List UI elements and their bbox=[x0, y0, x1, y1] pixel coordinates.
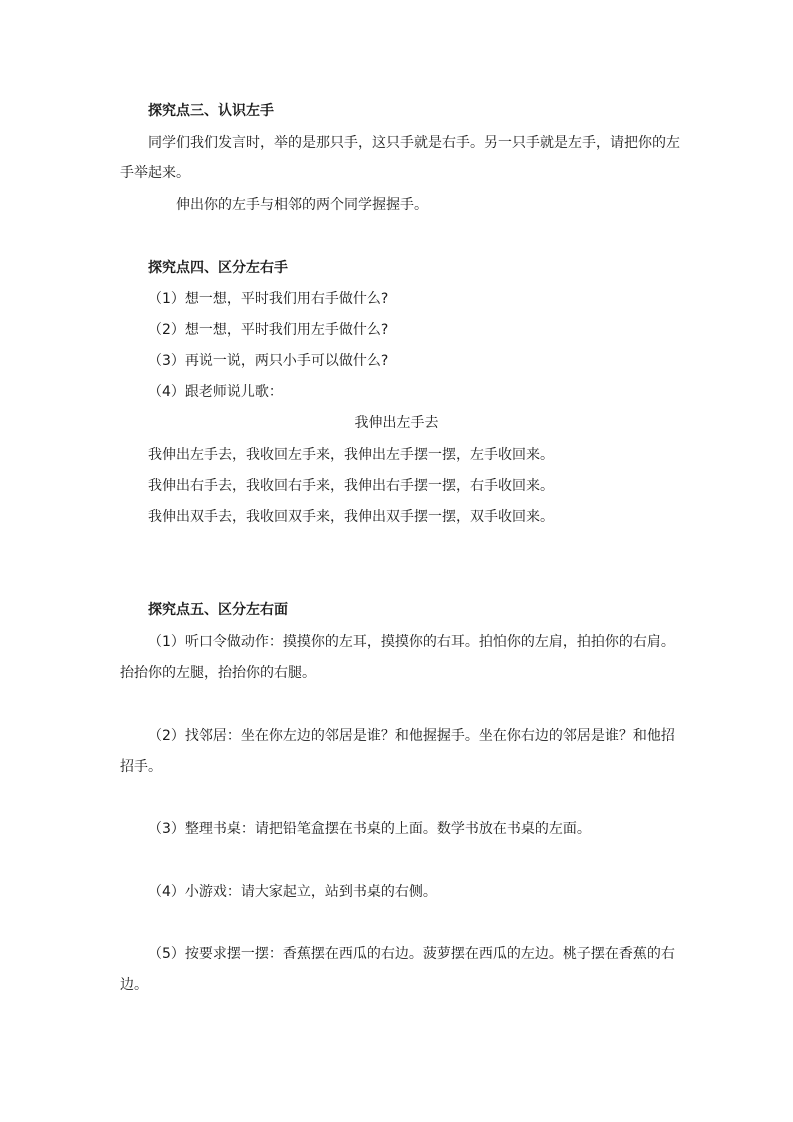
song-title: 我伸出左手去 bbox=[354, 415, 439, 431]
song-line-3: 我伸出双手去，我收回双手来，我伸出双手摆一摆，双手收回来。 bbox=[148, 509, 554, 525]
section-5-heading: 探究点五、区分左右面 bbox=[148, 602, 288, 618]
section-5-item-2-line-2: 招手。 bbox=[120, 759, 162, 775]
section-5-item-5-line-1: （5）按要求摆一摆：香蕉摆在西瓜的右边。菠萝摆在西瓜的左边。桃子摆在香蕉的右 bbox=[148, 946, 675, 962]
section-5-item-2-line-1: （2）找邻居：坐在你左边的邻居是谁？和他握握手。坐在你右边的邻居是谁？和他招 bbox=[148, 728, 675, 744]
section-3-para-2: 伸出你的左手与相邻的两个同学握握手。 bbox=[176, 197, 428, 213]
section-5-item-5-line-2: 边。 bbox=[120, 977, 148, 993]
section-4-item-2: （2）想一想，平时我们用左手做什么? bbox=[148, 322, 389, 338]
song-line-2: 我伸出右手去，我收回右手来，我伸出右手摆一摆，右手收回来。 bbox=[148, 478, 554, 494]
section-4-heading: 探究点四、区分左右手 bbox=[148, 260, 288, 276]
section-5-item-1-line-2: 抬抬你的左腿，抬抬你的右腿。 bbox=[120, 665, 316, 681]
section-4-item-4: （4）跟老师说儿歌： bbox=[148, 384, 283, 400]
section-3-heading: 探究点三、认识左手 bbox=[148, 103, 274, 119]
section-5-item-1-line-1: （1）听口令做动作：摸摸你的左耳，摸摸你的右耳。拍怕你的左肩，拍拍你的右肩。 bbox=[148, 634, 675, 650]
song-line-1: 我伸出左手去，我收回左手来，我伸出左手摆一摆，左手收回来。 bbox=[148, 447, 554, 463]
section-5-item-4: （4）小游戏：请大家起立，站到书桌的右侧。 bbox=[148, 884, 437, 900]
section-3-para-1-line-2: 手举起来。 bbox=[120, 165, 190, 181]
section-4-item-3: （3）再说一说，两只小手可以做什么? bbox=[148, 353, 389, 369]
section-5-item-3: （3）整理书桌：请把铅笔盒摆在书桌的上面。数学书放在书桌的左面。 bbox=[148, 821, 591, 837]
section-4-item-1: （1）想一想，平时我们用右手做什么? bbox=[148, 291, 389, 307]
section-3-para-1-line-1: 同学们我们发言时，举的是那只手，这只手就是右手。另一只手就是左手，请把你的左 bbox=[148, 135, 680, 151]
